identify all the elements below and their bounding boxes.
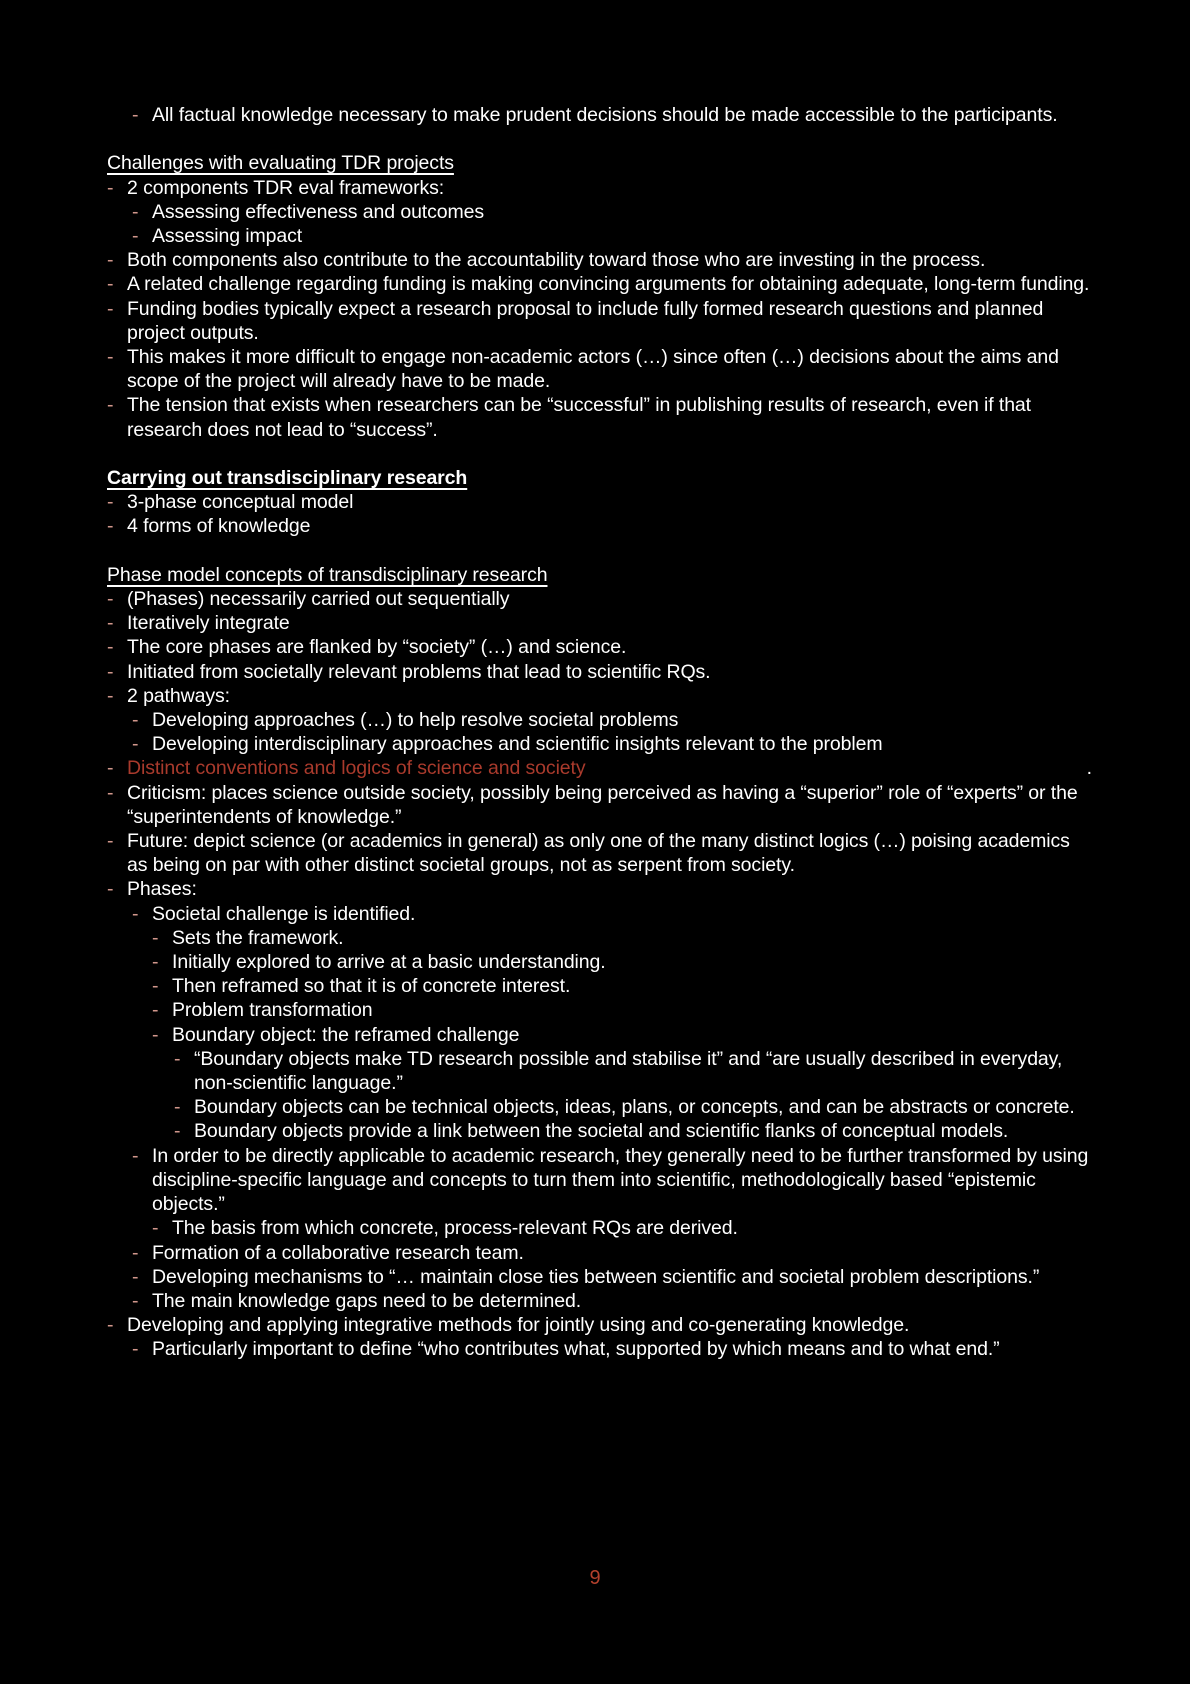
bullet-dash-icon: -: [174, 1047, 181, 1070]
bullet-dash-icon: -: [107, 394, 114, 417]
bullet-text: The core phases are flanked by “society” (…) and science.: [127, 636, 627, 659]
blank-line: [107, 127, 1092, 151]
bullet-dash-icon: -: [132, 1338, 139, 1361]
bullet-dash-icon: -: [107, 1314, 114, 1337]
bullet-text: Sets the framework.: [172, 926, 344, 949]
bullet-text: 3-phase conceptual model: [127, 491, 354, 514]
bullet-item: [132, 708, 1092, 732]
bullet-item: [107, 611, 1092, 635]
bullet-item: [132, 732, 1092, 756]
bullet-item: [107, 272, 1092, 296]
bullet-item: [107, 660, 1092, 684]
bullet-item: [107, 635, 1092, 659]
bullet-item: [152, 926, 1092, 950]
bullet-item: [174, 1119, 1092, 1143]
bullet-item: [107, 393, 1092, 441]
bullet-item: [107, 1313, 1092, 1337]
bullet-item: [107, 781, 1092, 829]
bullet-dash-icon: -: [152, 951, 159, 974]
bullet-item: [132, 224, 1092, 248]
bullet-dash-icon: -: [132, 225, 139, 247]
bullet-item: [152, 1023, 1092, 1047]
page-number: 9: [589, 1567, 601, 1589]
bullet-dash-icon: -: [132, 902, 139, 925]
bullet-text: Both components also contribute to the accountability toward those who are investing in the process.: [127, 249, 986, 272]
bullet-text: Assessing impact: [152, 225, 303, 247]
bullet-text: Funding bodies typically expect a research proposal to include fully formed research questions and planned project outputs.: [127, 297, 1044, 344]
bullet-item: [174, 1095, 1092, 1119]
bullet-item: [152, 1216, 1092, 1240]
bullet-text: Phases:: [127, 878, 197, 901]
bullet-text: Future: depict science (or academics in general) as only one of the many distinct logics (…) poising academics as being on par with other distinct societal groups, not as serpent from society.: [127, 830, 1070, 877]
bullet-dash-icon: -: [107, 684, 114, 707]
bullet-text: In order to be directly applicable to academic research, they generally need to be further transformed by using discipline-specific language and concepts to turn them into scientific, methodologically based “epistemic objects.”: [152, 1144, 1089, 1216]
bullet-dash-icon: -: [107, 176, 114, 199]
bullet-item: [132, 200, 1092, 224]
bullet-dash-icon: -: [107, 588, 114, 611]
bullet-dash-icon: -: [107, 346, 114, 369]
bullet-text: Problem transformation: [172, 999, 373, 1022]
bullet-text: Boundary objects provide a link between the societal and scientific flanks of conceptual models.: [194, 1120, 1009, 1143]
bullet-dash-icon: -: [152, 1217, 159, 1240]
bullet-text: (Phases) necessarily carried out sequentially: [127, 588, 510, 611]
bullet-dash-icon: -: [107, 781, 114, 804]
bullet-text: Boundary object: the reframed challenge: [172, 1023, 520, 1046]
bullet-text: Initially explored to arrive at a basic understanding.: [172, 951, 606, 974]
section-heading: Carrying out transdisciplinary research: [107, 467, 468, 490]
bullet-item: [132, 103, 1092, 127]
bullet-dash-icon: -: [132, 1289, 139, 1312]
bullet-text: Developing approaches (…) to help resolve societal problems: [152, 709, 679, 732]
bullet-item: [107, 176, 1092, 200]
bullet-item: [174, 1047, 1092, 1095]
bullet-item: [152, 998, 1092, 1022]
bullet-text: Developing interdisciplinary approaches and scientific insights relevant to the problem: [152, 733, 883, 756]
bullet-text: The main knowledge gaps need to be determined.: [152, 1289, 582, 1312]
bullet-dash-icon: -: [132, 1265, 139, 1288]
bullet-dash-icon: -: [107, 515, 114, 538]
bullet-text: 2 components TDR eval frameworks:: [127, 176, 445, 199]
bullet-item: [152, 950, 1092, 974]
bullet-text: “Boundary objects make TD research possible and stabilise it” and “are usually described in everyday, non-scientific language.”: [194, 1047, 1063, 1095]
blank-line: [107, 539, 1092, 563]
bullet-dash-icon: -: [152, 1023, 159, 1046]
bullet-dash-icon: -: [107, 273, 114, 296]
bullet-dash-icon: -: [107, 491, 114, 514]
bullet-item: [107, 829, 1092, 877]
bullet-item: [107, 756, 1092, 780]
bullet-text: 2 pathways:: [127, 684, 230, 707]
bullet-dash-icon: -: [107, 878, 114, 901]
bullet-item: [107, 490, 1092, 514]
bullet-text: Distinct conventions and logics of science and society: [127, 757, 586, 780]
bullet-text: Assessing effectiveness and outcomes: [152, 200, 485, 223]
bullet-text: Iteratively integrate: [127, 612, 290, 635]
bullet-text: The basis from which concrete, process-relevant RQs are derived.: [172, 1217, 738, 1240]
bullet-dash-icon: -: [132, 709, 139, 732]
bullet-dash-icon: -: [174, 1120, 181, 1143]
bullet-dash-icon: -: [152, 975, 159, 998]
bullet-item: [107, 248, 1092, 272]
bullet-item: [107, 514, 1092, 538]
bullet-dash-icon: -: [132, 104, 139, 126]
bullet-item: [132, 1241, 1092, 1265]
section-heading: Challenges with evaluating TDR projects: [107, 152, 454, 175]
section-heading: Phase model concepts of transdisciplinary research: [107, 563, 548, 586]
bullet-item: [107, 345, 1092, 393]
bullet-dash-icon: -: [132, 1241, 139, 1264]
notes-content: [107, 103, 1092, 1362]
bullet-dash-icon: -: [107, 660, 114, 683]
bullet-text: Criticism: places science outside society, possibly being perceived as having a “superior” role of “experts” or the “superintendents of knowledge.”: [127, 781, 1078, 828]
bullet-dash-icon: -: [107, 830, 114, 853]
bullet-text: Developing mechanisms to “… maintain close ties between scientific and societal problem descriptions.”: [152, 1265, 1040, 1288]
bullet-text: 4 forms of knowledge: [127, 515, 311, 538]
bullet-item: [107, 587, 1092, 611]
bullet-dash-icon: -: [132, 733, 139, 756]
bullet-item: [132, 1144, 1092, 1217]
bullet-item: [132, 1265, 1092, 1289]
bullet-item: [132, 1337, 1092, 1361]
bullet-text: All factual knowledge necessary to make prudent decisions should be made accessible to the participants.: [152, 104, 1058, 126]
bullet-item: [132, 1289, 1092, 1313]
bullet-text: This makes it more difficult to engage non-academic actors (…) since often (…) decisions about the aims and scope of the project will already have to be made.: [127, 346, 1059, 393]
bullet-item: [107, 297, 1092, 345]
bullet-text: Initiated from societally relevant problems that lead to scientific RQs.: [127, 660, 711, 683]
bullet-dash-icon: -: [132, 200, 139, 223]
bullet-text: Societal challenge is identified.: [152, 902, 416, 925]
bullet-item: [152, 974, 1092, 998]
bullet-item: [107, 684, 1092, 708]
bullet-text: Developing and applying integrative methods for jointly using and co-generating knowledge.: [127, 1314, 910, 1337]
bullet-dash-icon: -: [107, 612, 114, 635]
bullet-text: Particularly important to define “who contributes what, supported by which means and to what end.”: [152, 1338, 1000, 1361]
bullet-text: Formation of a collaborative research team.: [152, 1241, 524, 1264]
bullet-item: [107, 877, 1092, 901]
bullet-dash-icon: -: [107, 757, 114, 780]
bullet-dash-icon: -: [174, 1096, 181, 1119]
bullet-item: [132, 902, 1092, 926]
bullet-text: A related challenge regarding funding is making convincing arguments for obtaining adequate, long-term funding.: [127, 273, 1090, 296]
bullet-dash-icon: -: [107, 636, 114, 659]
bullet-text: Boundary objects can be technical objects, ideas, plans, or concepts, and can be abstracts or concrete.: [194, 1096, 1075, 1119]
bullet-dash-icon: -: [132, 1144, 139, 1167]
bullet-text-suffix: .: [1086, 757, 1092, 780]
bullet-text: The tension that exists when researchers can be “successful” in publishing results of research, even if that research does not lead to “success”.: [127, 394, 1031, 441]
bullet-dash-icon: -: [107, 297, 114, 320]
blank-line: [107, 442, 1092, 466]
bullet-dash-icon: -: [152, 926, 159, 949]
bullet-dash-icon: -: [152, 999, 159, 1022]
bullet-dash-icon: -: [107, 249, 114, 272]
bullet-text: Then reframed so that it is of concrete interest.: [172, 975, 571, 998]
